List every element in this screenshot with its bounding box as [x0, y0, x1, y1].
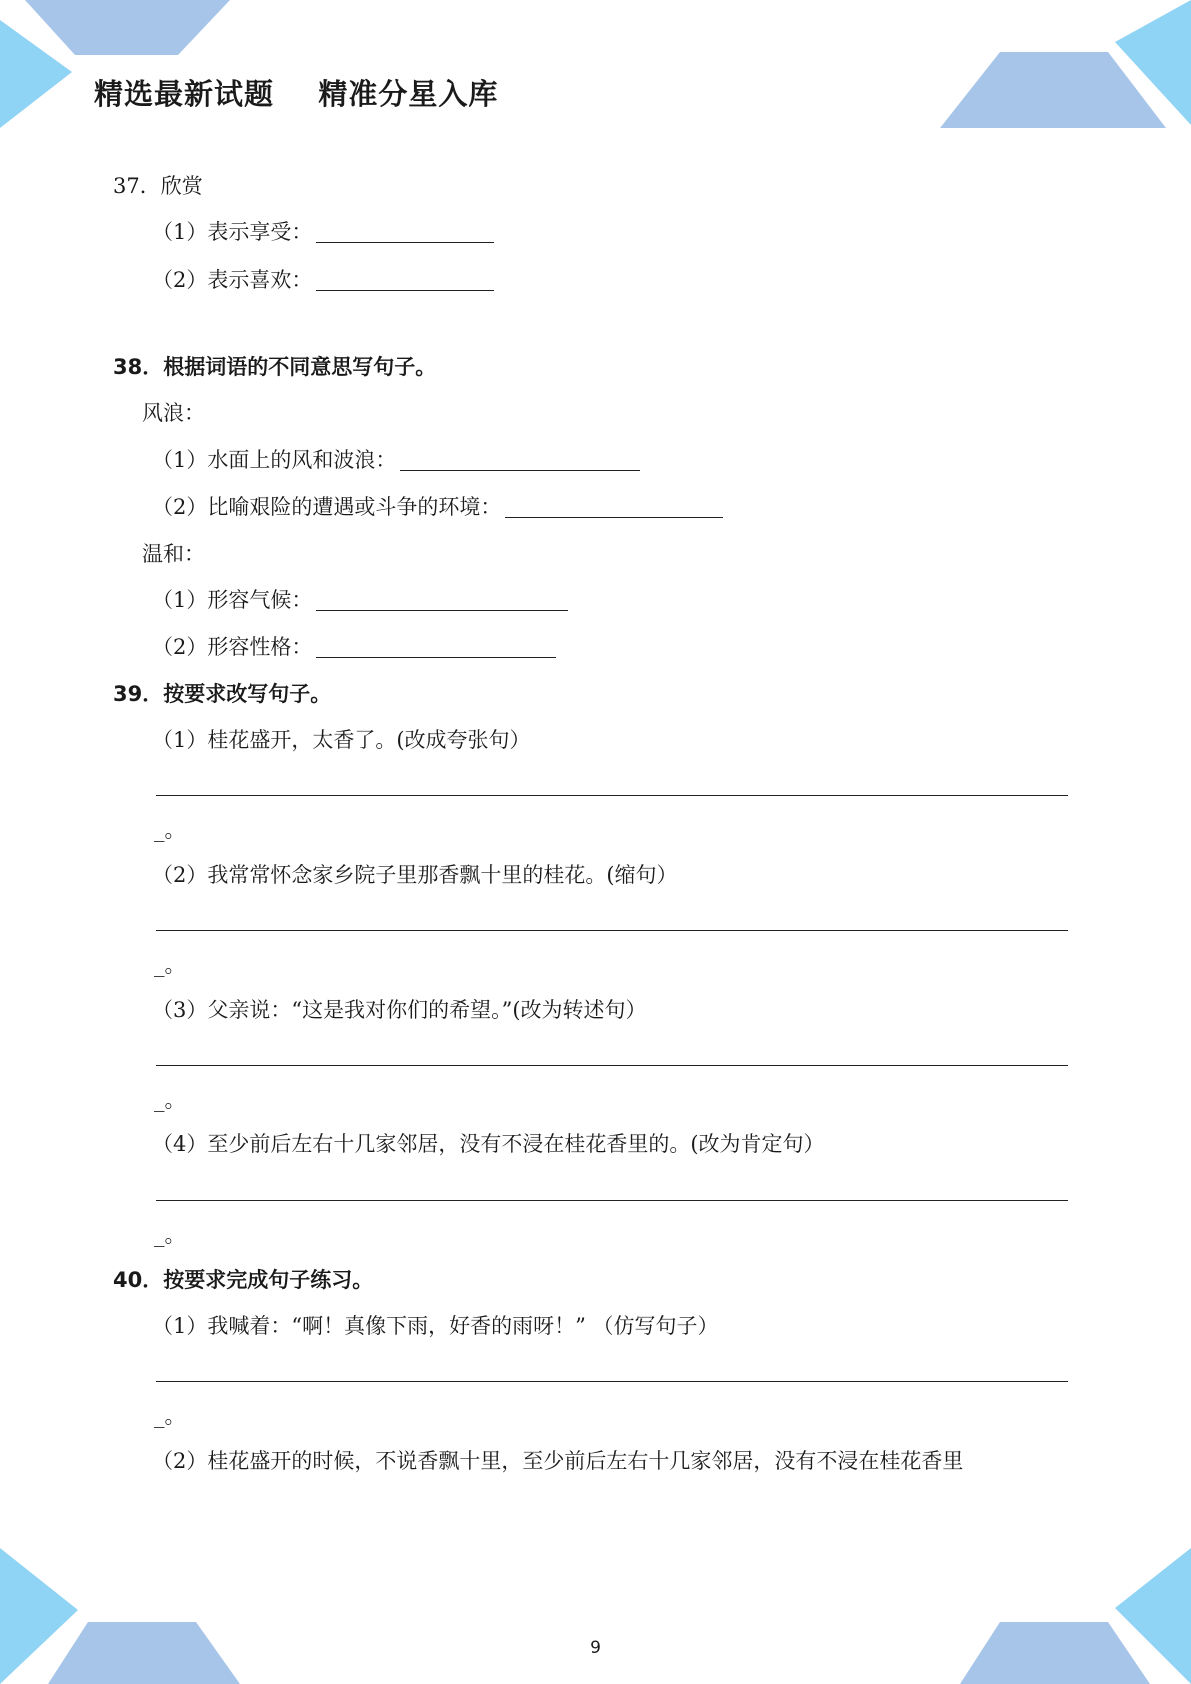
answer-line[interactable]: [156, 1200, 1068, 1201]
question-38-title: 38．根据词语的不同意思写句子。: [113, 355, 437, 379]
question-39-item-2: （2）我常常怀念家乡院子里那香飘十里的桂花。(缩句）: [152, 863, 678, 887]
question-37-item-2-label: （2）表示喜欢：: [152, 268, 313, 292]
answer-line-end: _。: [154, 818, 186, 842]
question-39-item-4: （4）至少前后左右十几家邻居，没有不浸在桂花香里的。(改为肯定句）: [152, 1132, 825, 1156]
answer-blank[interactable]: [316, 637, 556, 658]
page-number: 9: [590, 1638, 601, 1658]
answer-line-end: _。: [154, 953, 186, 977]
answer-line-end: _。: [154, 1223, 186, 1247]
question-38-word2-item-1-label: （1）形容气候：: [152, 588, 313, 612]
question-37-item-1-label: （1）表示享受：: [152, 220, 313, 244]
question-38-word1-item-1-label: （1）水面上的风和波浪：: [152, 448, 397, 472]
question-37-item-2: [152, 270, 494, 291]
question-38-word2-item-1: [152, 590, 568, 611]
answer-line[interactable]: [156, 1381, 1068, 1382]
answer-blank[interactable]: [316, 270, 494, 291]
answer-line-end: _。: [154, 1088, 186, 1112]
header-title: 精选最新试题 精准分星入库: [94, 77, 499, 111]
answer-blank[interactable]: [316, 590, 568, 611]
question-38-word2-item-2: [152, 637, 556, 658]
answer-line[interactable]: [156, 930, 1068, 931]
word-fenglang: 风浪：: [142, 401, 205, 425]
answer-line[interactable]: [156, 795, 1068, 796]
question-38-word2-item-2-label: （2）形容性格：: [152, 635, 313, 659]
question-39-title: 39．按要求改写句子。: [113, 682, 332, 706]
question-38-word1-item-2-label: （2）比喻艰险的遭遇或斗争的环境：: [152, 495, 502, 519]
top-right-trapezoid-shape: [940, 52, 1166, 128]
question-39-item-3: （3）父亲说：“这是我对你们的希望。”(改为转述句）: [152, 998, 647, 1022]
top-left-banner-shape: [25, 0, 230, 55]
question-40-title: 40．按要求完成句子练习。: [113, 1268, 374, 1292]
question-38-word1-item-2: [152, 497, 723, 518]
question-37-item-1: [152, 222, 494, 243]
question-40-item-1: （1）我喊着：“啊！真像下雨，好香的雨呀！” （仿写句子）: [152, 1314, 719, 1338]
word-wenhe: 温和：: [142, 542, 205, 566]
answer-blank[interactable]: [400, 450, 640, 471]
question-39-item-1: （1）桂花盛开，太香了。(改成夸张句）: [152, 728, 531, 752]
question-38-word1-item-1: [152, 450, 640, 471]
answer-line-end: _。: [154, 1404, 186, 1428]
answer-blank[interactable]: [316, 222, 494, 243]
answer-blank[interactable]: [505, 497, 723, 518]
question-37-title: 37．欣赏: [113, 174, 203, 198]
answer-line[interactable]: [156, 1065, 1068, 1066]
question-40-item-2: （2）桂花盛开的时候，不说香飘十里，至少前后左右十几家邻居，没有不浸在桂花香里: [152, 1449, 964, 1473]
